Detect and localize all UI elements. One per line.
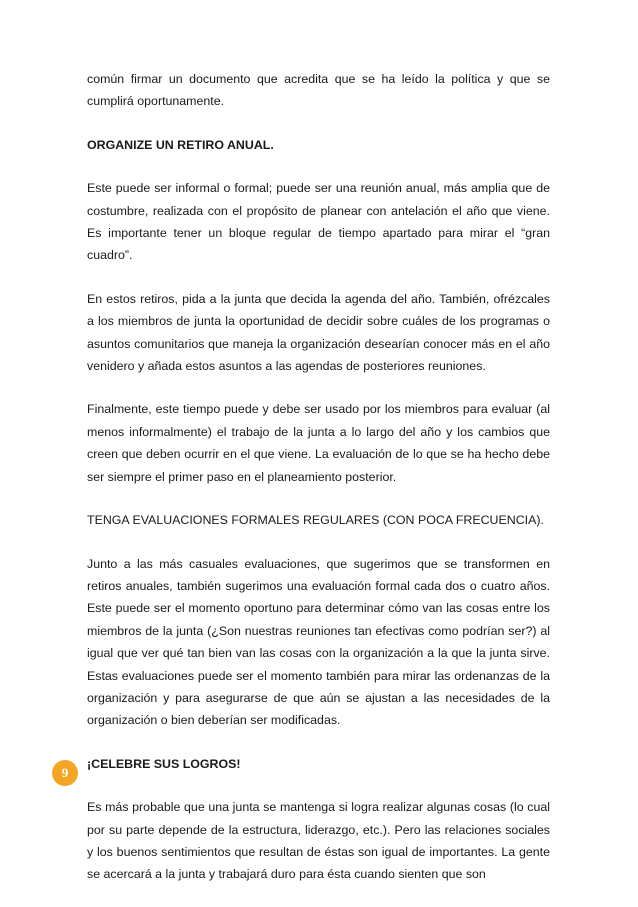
page-number-badge: 9 — [52, 760, 78, 786]
section-heading-retiro-anual: ORGANIZE UN RETIRO ANUAL. — [87, 137, 274, 152]
paragraph-retiro-agenda: En estos retiros, pida a la junta que decida la agenda del año. También, ofrézcales a los miembros de junta la oportunidad de decidir sobre cuáles de los programas o asuntos comunitarios que maneja la organización desearían conocer más en el año venidero y añada estos asuntos a las agendas de posteriores reuniones. — [87, 291, 550, 374]
paragraph-continuation: común firmar un documento que acredita que se ha leído la política y que se cumplirá oportunamente. — [87, 72, 550, 109]
paragraph-retiro-evaluar: Finalmente, este tiempo puede y debe ser usado por los miembros para evaluar (al menos informalmente) el trabajo de la junta a lo largo del año y los cambios que creen que deben ocurrir en el que viene. La evaluación de lo que se ha hecho debe ser siempre el primer paso en el planeamiento posterior. — [87, 402, 550, 484]
section-heading-evaluaciones: TENGA EVALUACIONES FORMALES REGULARES (CON POCA FRECUENCIA). — [87, 513, 544, 528]
paragraph-evaluaciones: Junto a las más casuales evaluaciones, que sugerimos que se transformen en retiros anuales, también sugerimos una evaluación formal cada dos o cuatro años. Este puede ser el momento oportuno para determinar cómo van las cosas entre los miembros de la junta (¿Son nuestras reuniones tan efectivas como podrían ser?) al igual que ver qué tan bien van las cosas con la organización a la que la junta sirve. Estas evaluaciones puede ser el momento también para mirar las ordenanzas de la organización y para asegurarse de que aún se ajustan a las necesidades de la organización o bien deberían ser modificadas. — [87, 556, 550, 728]
section-heading-celebre: ¡CELEBRE SUS LOGROS! — [87, 756, 241, 771]
paragraph-retiro-intro: Este puede ser informal o formal; puede ser una reunión anual, más amplia que de costumbre, realizada con el propósito de planear con antelación el año que viene. Es importante tener un bloque regular de tiempo apartado para mirar el “gran cuadro”. — [87, 181, 550, 263]
paragraph-celebre: Es más probable que una junta se mantenga si logra realizar algunas cosas (lo cual por su parte depende de la estructura, liderazgo, etc.). Pero las relaciones sociales y los buenos sentimientos que resultan de éstas son igual de importantes. La gente se acercará a la junta y trabajará duro para ésta cuando sienten que son — [87, 800, 550, 882]
document-body — [87, 68, 550, 907]
